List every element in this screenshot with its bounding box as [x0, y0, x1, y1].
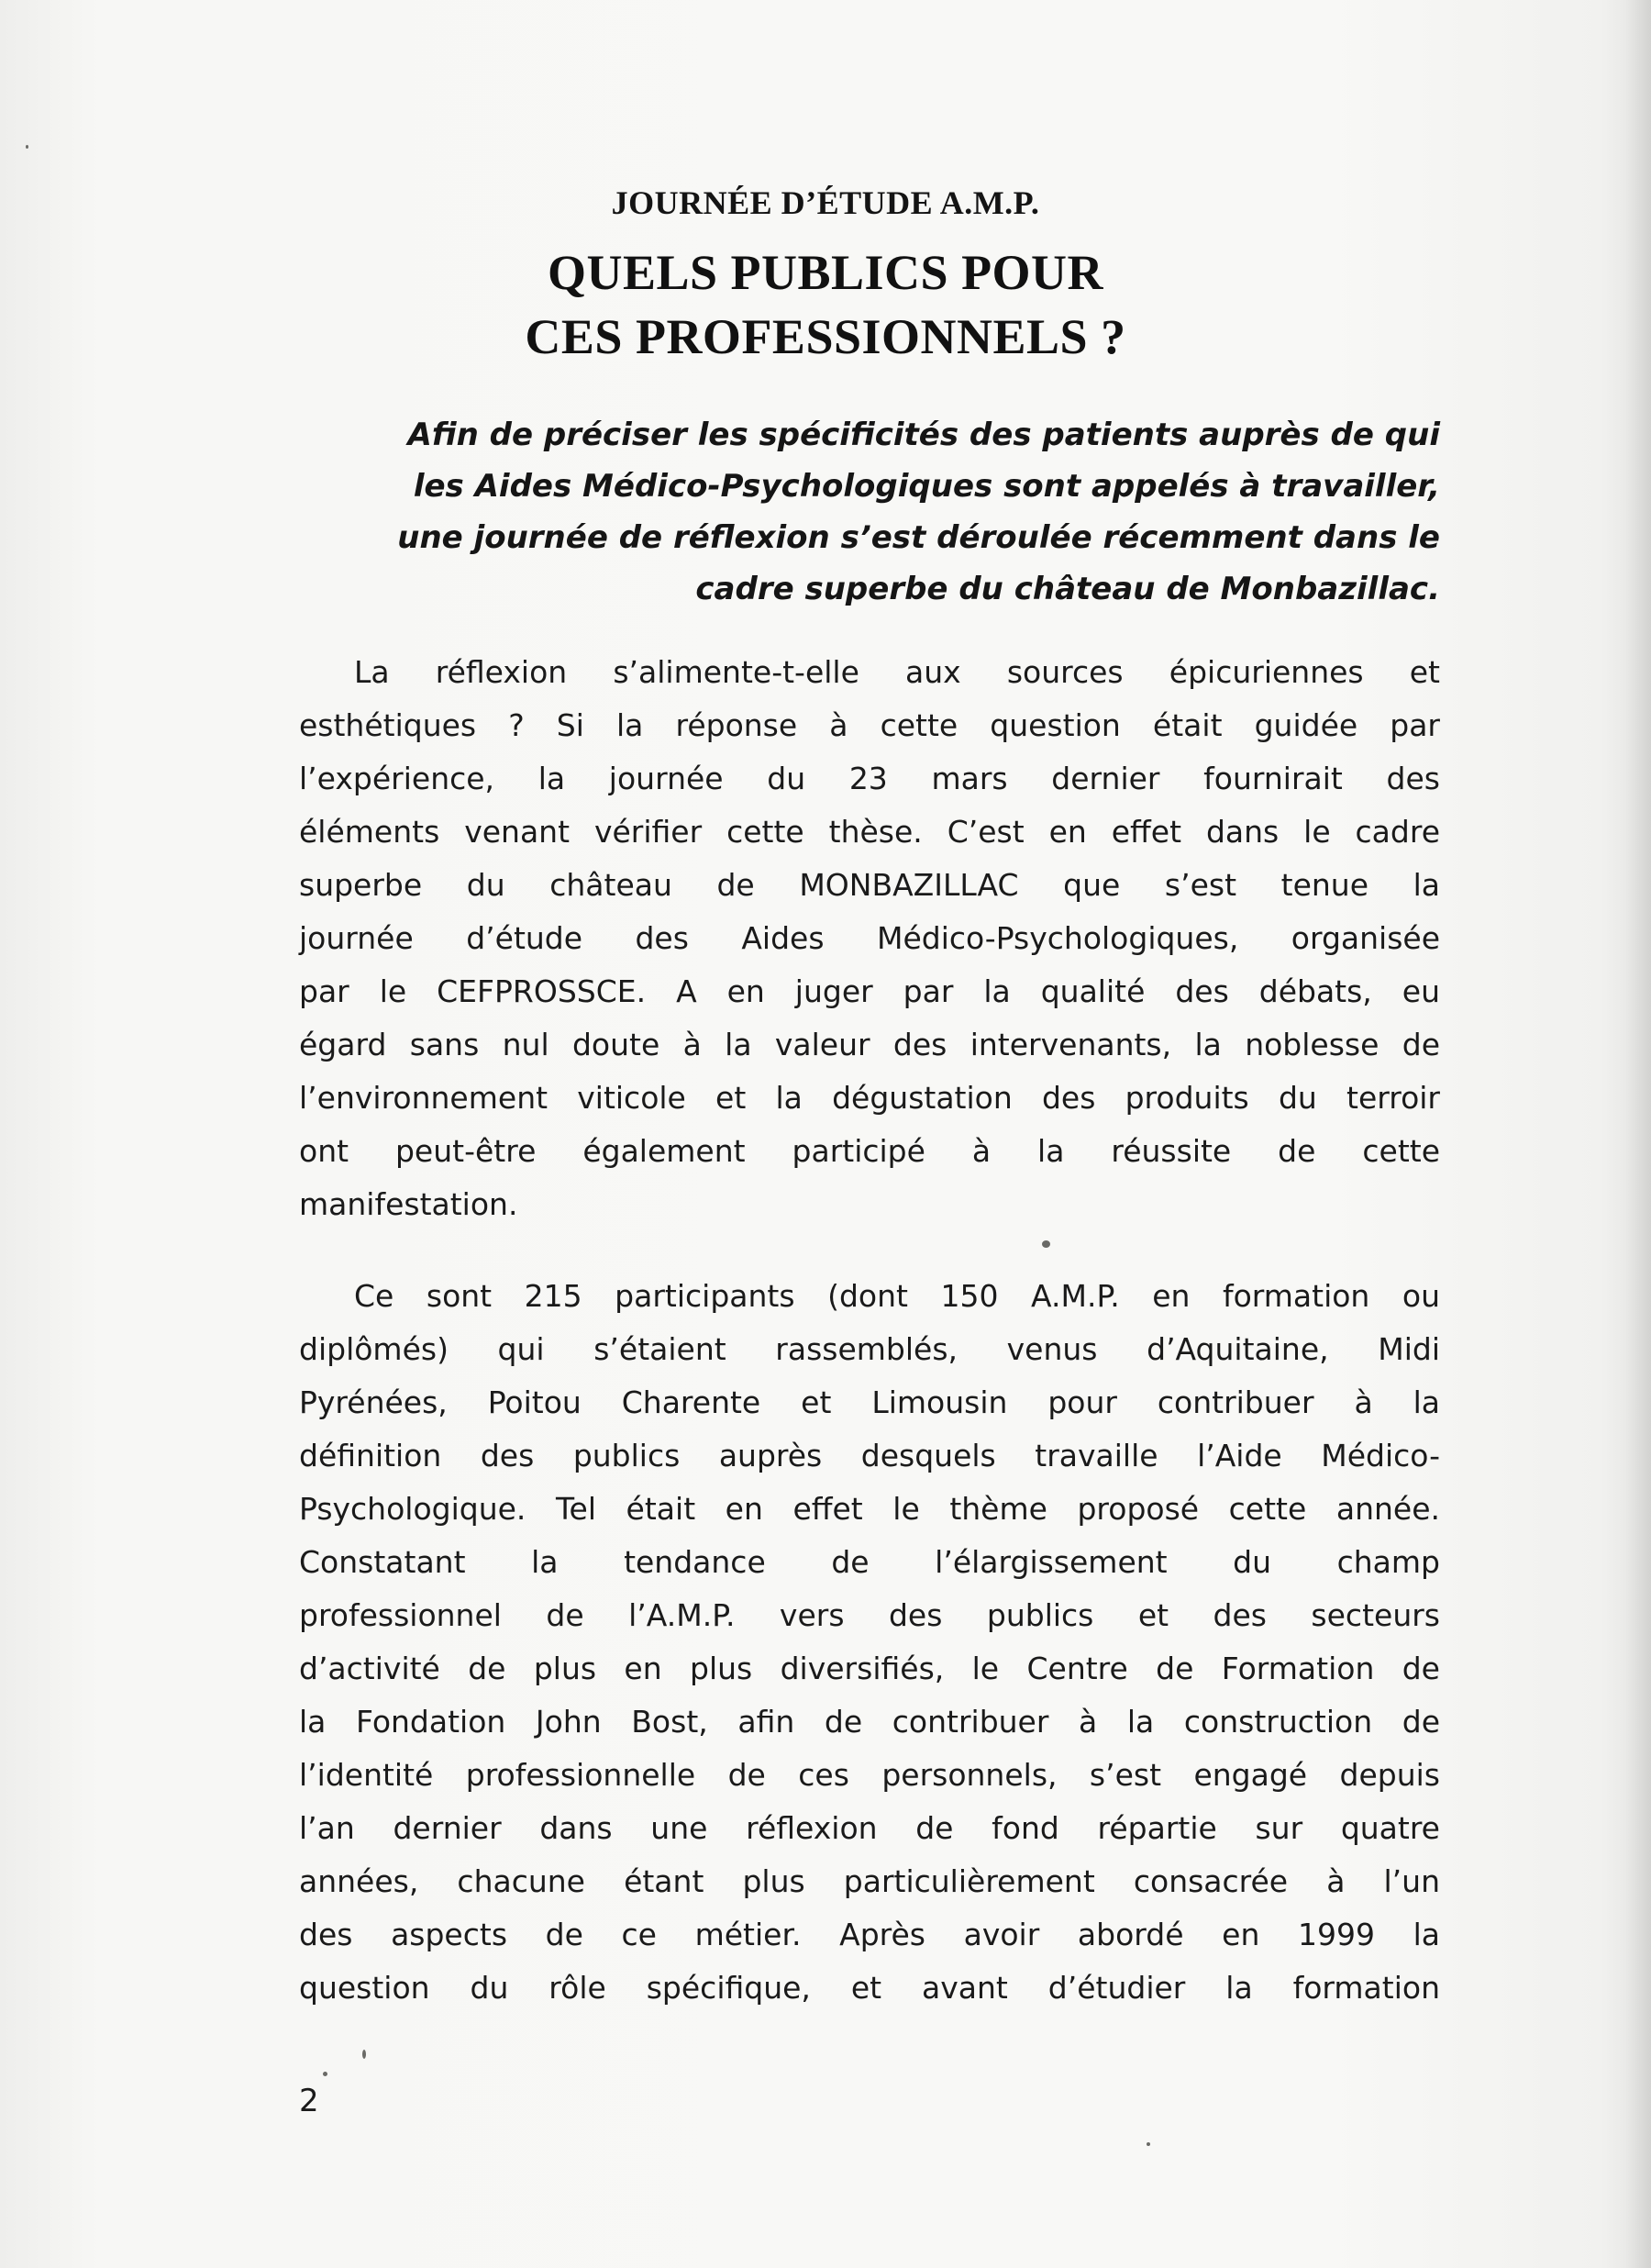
text-line: l’identité professionnelle de ces personnels, s’est engagé depuis: [299, 1757, 1440, 1793]
text-line: l’an dernier dans une réflexion de fond répartie sur quatre: [299, 1810, 1440, 1846]
text-line: Constatant la tendance de l’élargissement du champ: [299, 1544, 1440, 1580]
text-line: d’activité de plus en plus diversifiés, le Centre de Formation de: [299, 1651, 1440, 1686]
text-line: égard sans nul doute à la valeur des intervenants, la noblesse de: [299, 1027, 1440, 1062]
text-line: l’environnement viticole et la dégustation des produits du terroir: [299, 1080, 1440, 1116]
text-line: journée d’étude des Aides Médico-Psychologiques, organisée: [299, 920, 1440, 956]
text-line: diplômés) qui s’étaient rassemblés, venus d’Aquitaine, Midi: [299, 1331, 1440, 1367]
lead-line: une journée de réflexion s’est déroulée récemment dans le: [397, 519, 1440, 556]
text-line: années, chacune étant plus particulièrement consacrée à l’un: [299, 1863, 1440, 1899]
scan-speck: [1147, 2142, 1150, 2146]
article-title: [0, 240, 1651, 369]
text-line: esthétiques ? Si la réponse à cette question était guidée par: [299, 707, 1440, 743]
text-line: superbe du château de MONBAZILLAC que s’est tenue la: [299, 867, 1440, 903]
text-line: la Fondation John Bost, afin de contribuer à la construction de: [299, 1704, 1440, 1740]
article-lead: [303, 409, 1440, 615]
text-line: éléments venant vérifier cette thèse. C’est en effet dans le cadre: [299, 814, 1440, 850]
text-line: Pyrénées, Poitou Charente et Limousin pour contribuer à la: [299, 1384, 1440, 1420]
text-line: Psychologique. Tel était en effet le thème proposé cette année.: [299, 1491, 1440, 1527]
text-line: ont peut-être également participé à la réussite de cette: [299, 1133, 1440, 1169]
scan-speck: [323, 2072, 327, 2076]
scan-speck: [26, 145, 28, 149]
text-line: question du rôle spécifique, et avant d’étudier la formation: [299, 1970, 1440, 2006]
text-line: l’expérience, la journée du 23 mars dernier fournirait des: [299, 761, 1440, 796]
title-line-2: CES PROFESSIONNELS ?: [525, 309, 1126, 364]
page-number: 2: [299, 2083, 319, 2119]
text-line: définition des publics auprès desquels travaille l’Aide Médico-: [299, 1438, 1440, 1473]
text-line: par le CEFPROSSCE. A en juger par la qualité des débats, eu: [299, 973, 1440, 1009]
title-line-1: QUELS PUBLICS POUR: [547, 245, 1104, 300]
scan-speck: [1042, 1240, 1050, 1248]
lead-line: Afin de préciser les spécificités des patients auprès de qui: [407, 417, 1440, 453]
lead-line: cadre superbe du château de Monbazillac.: [695, 571, 1440, 607]
paragraph-1: [299, 646, 1440, 1231]
text-line: professionnel de l’A.M.P. vers des publics et des secteurs: [299, 1597, 1440, 1633]
text-line: La réflexion s’alimente-t-elle aux sources épicuriennes et: [354, 654, 1440, 690]
text-line: manifestation.: [299, 1186, 518, 1222]
article-kicker: JOURNÉE D’ÉTUDE A.M.P.: [611, 184, 1040, 221]
paragraph-2: [299, 1270, 1440, 2015]
scan-speck: [362, 2050, 366, 2059]
lead-line: les Aides Médico-Psychologiques sont appelés à travailler,: [413, 468, 1440, 505]
text-line: Ce sont 215 participants (dont 150 A.M.P. en formation ou: [354, 1278, 1440, 1314]
text-line: des aspects de ce métier. Après avoir abordé en 1999 la: [299, 1917, 1440, 1952]
